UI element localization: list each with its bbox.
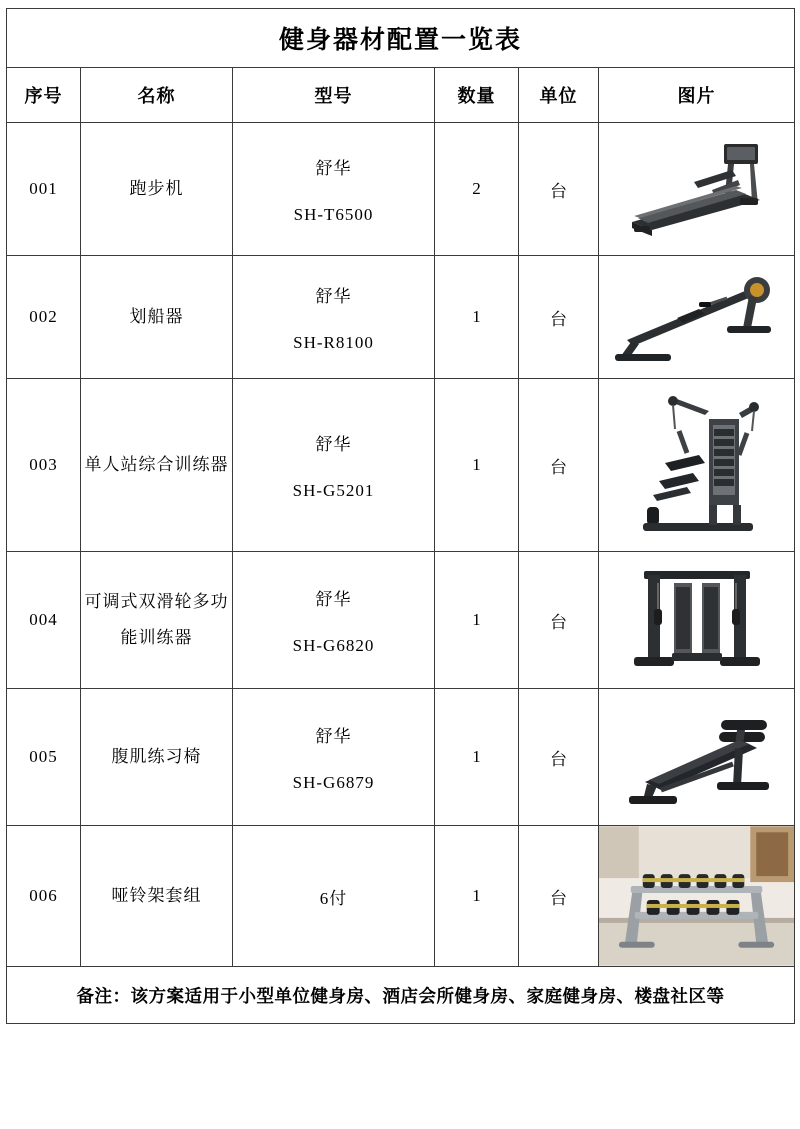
document-note: 备注：该方案适用于小型单位健身房、酒店会所健身房、家庭健身房、楼盘社区等 [7,967,795,1024]
column-header-name: 名称 [81,68,233,123]
table-row [7,379,795,552]
table-row [7,123,795,256]
row-model-brand: 舒华 [315,434,352,454]
row-image-cell [599,689,795,826]
row-model-code: SH-G5201 [292,480,375,500]
table-row [7,689,795,826]
dual-pulley-trainer-photo [599,552,794,688]
table-note-row [7,967,795,1024]
row-image-cell [599,123,795,256]
row-model-code: SH-G6820 [292,635,375,655]
row-qty: 1 [435,552,519,689]
single-station-gym-photo [599,379,794,551]
row-image-cell [599,379,795,552]
column-header-model: 型号 [233,68,435,123]
table-row [7,256,795,379]
row-no: 001 [7,123,81,256]
row-no: 005 [7,689,81,826]
row-qty: 1 [435,826,519,967]
row-name: 单人站综合训练器 [81,379,233,552]
row-name: 腹肌练习椅 [81,689,233,826]
row-unit: 台 [519,379,599,552]
row-image-cell [599,552,795,689]
document-title: 健身器材配置一览表 [7,9,795,68]
table-title-row [7,9,795,68]
row-unit: 台 [519,689,599,826]
treadmill-photo [599,123,794,255]
row-unit: 台 [519,552,599,689]
row-model-code: SH-R8100 [293,332,374,352]
row-name: 哑铃架套组 [81,826,233,967]
dumbbell-rack-photo [599,826,794,966]
row-image-cell [599,826,795,967]
row-model [233,552,435,689]
row-model [233,826,435,967]
row-image-cell [599,256,795,379]
table-row [7,552,795,689]
row-model-code: SH-G6879 [292,772,375,792]
row-model-brand: 舒华 [315,158,352,178]
row-unit: 台 [519,826,599,967]
rowing-machine-photo [599,256,794,378]
column-header-image: 图片 [599,68,795,123]
row-model [233,256,435,379]
equipment-table [6,8,795,1024]
row-no: 002 [7,256,81,379]
column-header-unit: 单位 [519,68,599,123]
row-model [233,123,435,256]
column-header-no: 序号 [7,68,81,123]
row-qty: 1 [435,379,519,552]
row-model [233,379,435,552]
row-no: 004 [7,552,81,689]
row-unit: 台 [519,256,599,379]
row-model-brand: 舒华 [315,286,352,306]
row-model [233,689,435,826]
column-header-qty: 数量 [435,68,519,123]
row-no: 003 [7,379,81,552]
row-model-brand: 舒华 [315,726,352,746]
table-row [7,826,795,967]
row-name: 可调式双滑轮多功能训练器 [81,552,233,689]
row-name: 划船器 [81,256,233,379]
row-qty: 1 [435,256,519,379]
row-qty: 2 [435,123,519,256]
row-name: 跑步机 [81,123,233,256]
row-unit: 台 [519,123,599,256]
table-header-row [7,68,795,123]
row-model-brand: 舒华 [315,589,352,609]
row-model-code: SH-T6500 [293,204,374,224]
row-qty: 1 [435,689,519,826]
ab-bench-photo [599,689,794,825]
row-no: 006 [7,826,81,967]
row-model-brand: 6付 [319,888,348,908]
